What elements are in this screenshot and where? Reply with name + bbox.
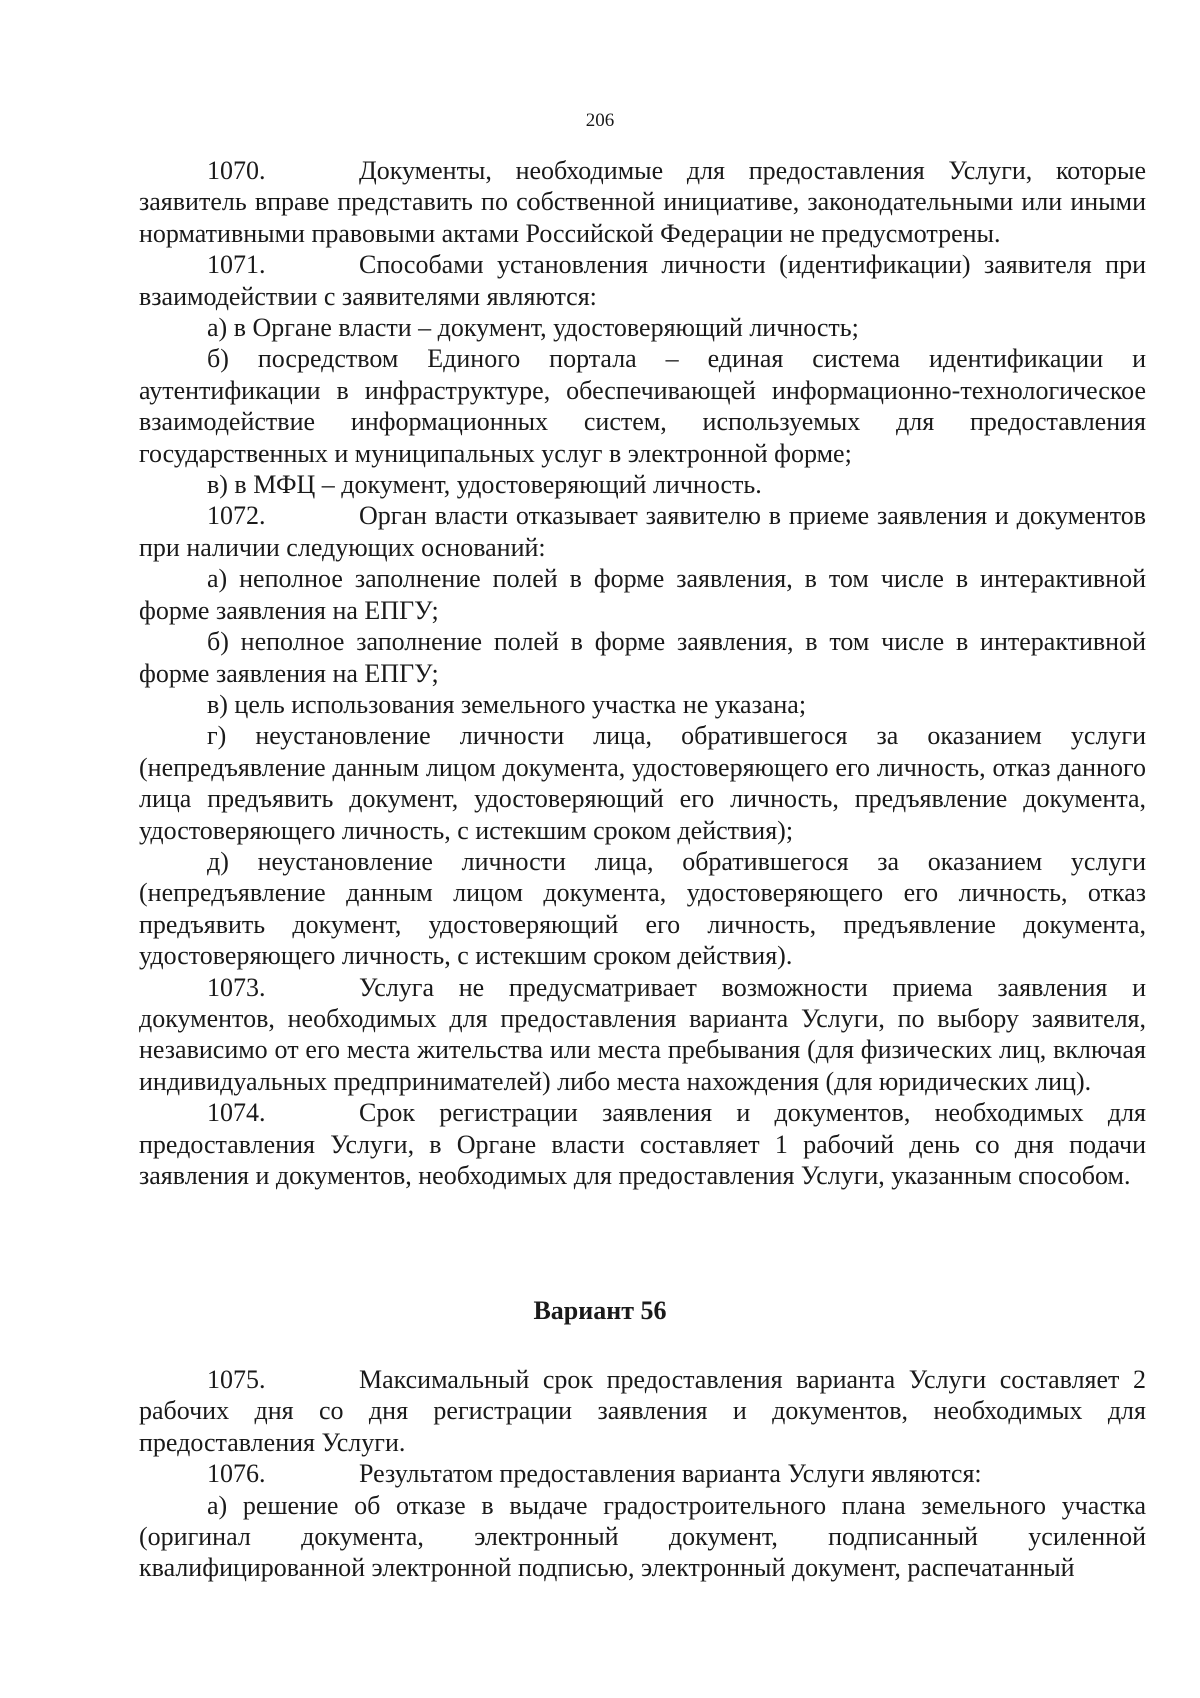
- list-item-1071-v: в) в МФЦ – документ, удостоверяющий личность.: [207, 470, 762, 500]
- paragraph-text: Максимальный срок предоставления варианта Услуги составляет 2 рабочих дня со дня регистрации заявления и документов, необходимых для предоставления Услуги.: [139, 1365, 1146, 1457]
- list-item-1071-b: б) посредством Единого портала – единая система идентификации и аутентификации в инфраструктуре, обеспечивающей информационно-технологическое взаимодействие информационных систем, используемых для предоставления государственных и муниципальных услуг в электронной форме;: [139, 344, 1146, 468]
- paragraph-text: Услуга не предусматривает возможности приема заявления и документов, необходимых для предоставления варианта Услуги, по выбору заявителя, независимо от его места жительства или места пребывания (для физических лиц, включая индивидуальных предпринимателей) либо места нахождения (для юридических лиц).: [139, 972, 1146, 1096]
- paragraph-number: 1076.: [207, 1459, 266, 1489]
- list-item-1076-a: а) решение об отказе в выдаче градостроительного плана земельного участка (оригинал документа, электронный документ, подписанный усиленной квалифицированной электронной подписью, электронный документ, распечатанный: [139, 1490, 1146, 1583]
- paragraph-text: Документы, необходимые для предоставления Услуги, которые заявитель вправе представить по собственной инициативе, законодательными или иными нормативными правовыми актами Российской Федерации не предусмотрены.: [139, 156, 1146, 248]
- list-item-1072-a: а) неполное заполнение полей в форме заявления, в том числе в интерактивной форме заявления на ЕПГУ;: [139, 564, 1146, 625]
- list-item-1072-v: в) цель использования земельного участка не указана;: [207, 689, 807, 719]
- list-item-1072-d: д) неустановление личности лица, обратившегося за оказанием услуги (непредъявление данным лицом документа, удостоверяющего его личность, отказ предъявить документ, удостоверяющий его личность, предъявление документа, удостоверяющего личность, с истекшим сроком действия).: [139, 846, 1146, 971]
- list-item-1072-g: г) неустановление личности лица, обратившегося за оказанием услуги (непредъявление данным лицом документа, удостоверяющего его личность, отказ данного лица предъявить документ, удостоверяющий его личность, предъявление документа, удостоверяющего личность, с истекшим сроком действия);: [139, 721, 1146, 845]
- paragraph-1073: [139, 972, 1146, 1098]
- list-item-1072-b: б) неполное заполнение полей в форме заявления, в том числе в интерактивной форме заявления на ЕПГУ;: [139, 627, 1146, 688]
- body-text-bottom: [139, 1364, 1146, 1584]
- paragraph-number: 1071.: [207, 250, 266, 280]
- paragraph-1071: [139, 249, 1146, 312]
- paragraph-text: Способами установления личности (идентификации) заявителя при взаимодействии с заявителями являются:: [139, 250, 1146, 311]
- paragraph-text: Орган власти отказывает заявителю в приеме заявления и документов при наличии следующих оснований:: [139, 501, 1146, 562]
- paragraph-1074: [139, 1097, 1146, 1191]
- paragraph-number: 1074.: [207, 1098, 266, 1128]
- paragraph-1076: [139, 1458, 1146, 1489]
- paragraph-text: Результатом предоставления варианта Услуги являются:: [359, 1459, 982, 1489]
- paragraph-number: 1073.: [207, 972, 266, 1002]
- paragraph-number: 1070.: [207, 156, 266, 185]
- body-text-top: [139, 155, 1146, 1191]
- paragraph-number: 1072.: [207, 501, 266, 531]
- paragraph-1070: [139, 155, 1146, 249]
- paragraph-1072: [139, 500, 1146, 563]
- paragraph-1075: [139, 1364, 1146, 1458]
- paragraph-text: Срок регистрации заявления и документов, необходимых для предоставления Услуги, в Органе власти составляет 1 рабочий день со дня подачи заявления и документов, необходимых для предоставления Услуги, указанным способом.: [139, 1098, 1146, 1190]
- list-item-1071-a: а) в Органе власти – документ, удостоверяющий личность;: [207, 313, 859, 343]
- page-number: 206: [585, 110, 615, 131]
- paragraph-number: 1075.: [207, 1365, 266, 1394]
- section-heading: Вариант 56: [533, 1296, 667, 1325]
